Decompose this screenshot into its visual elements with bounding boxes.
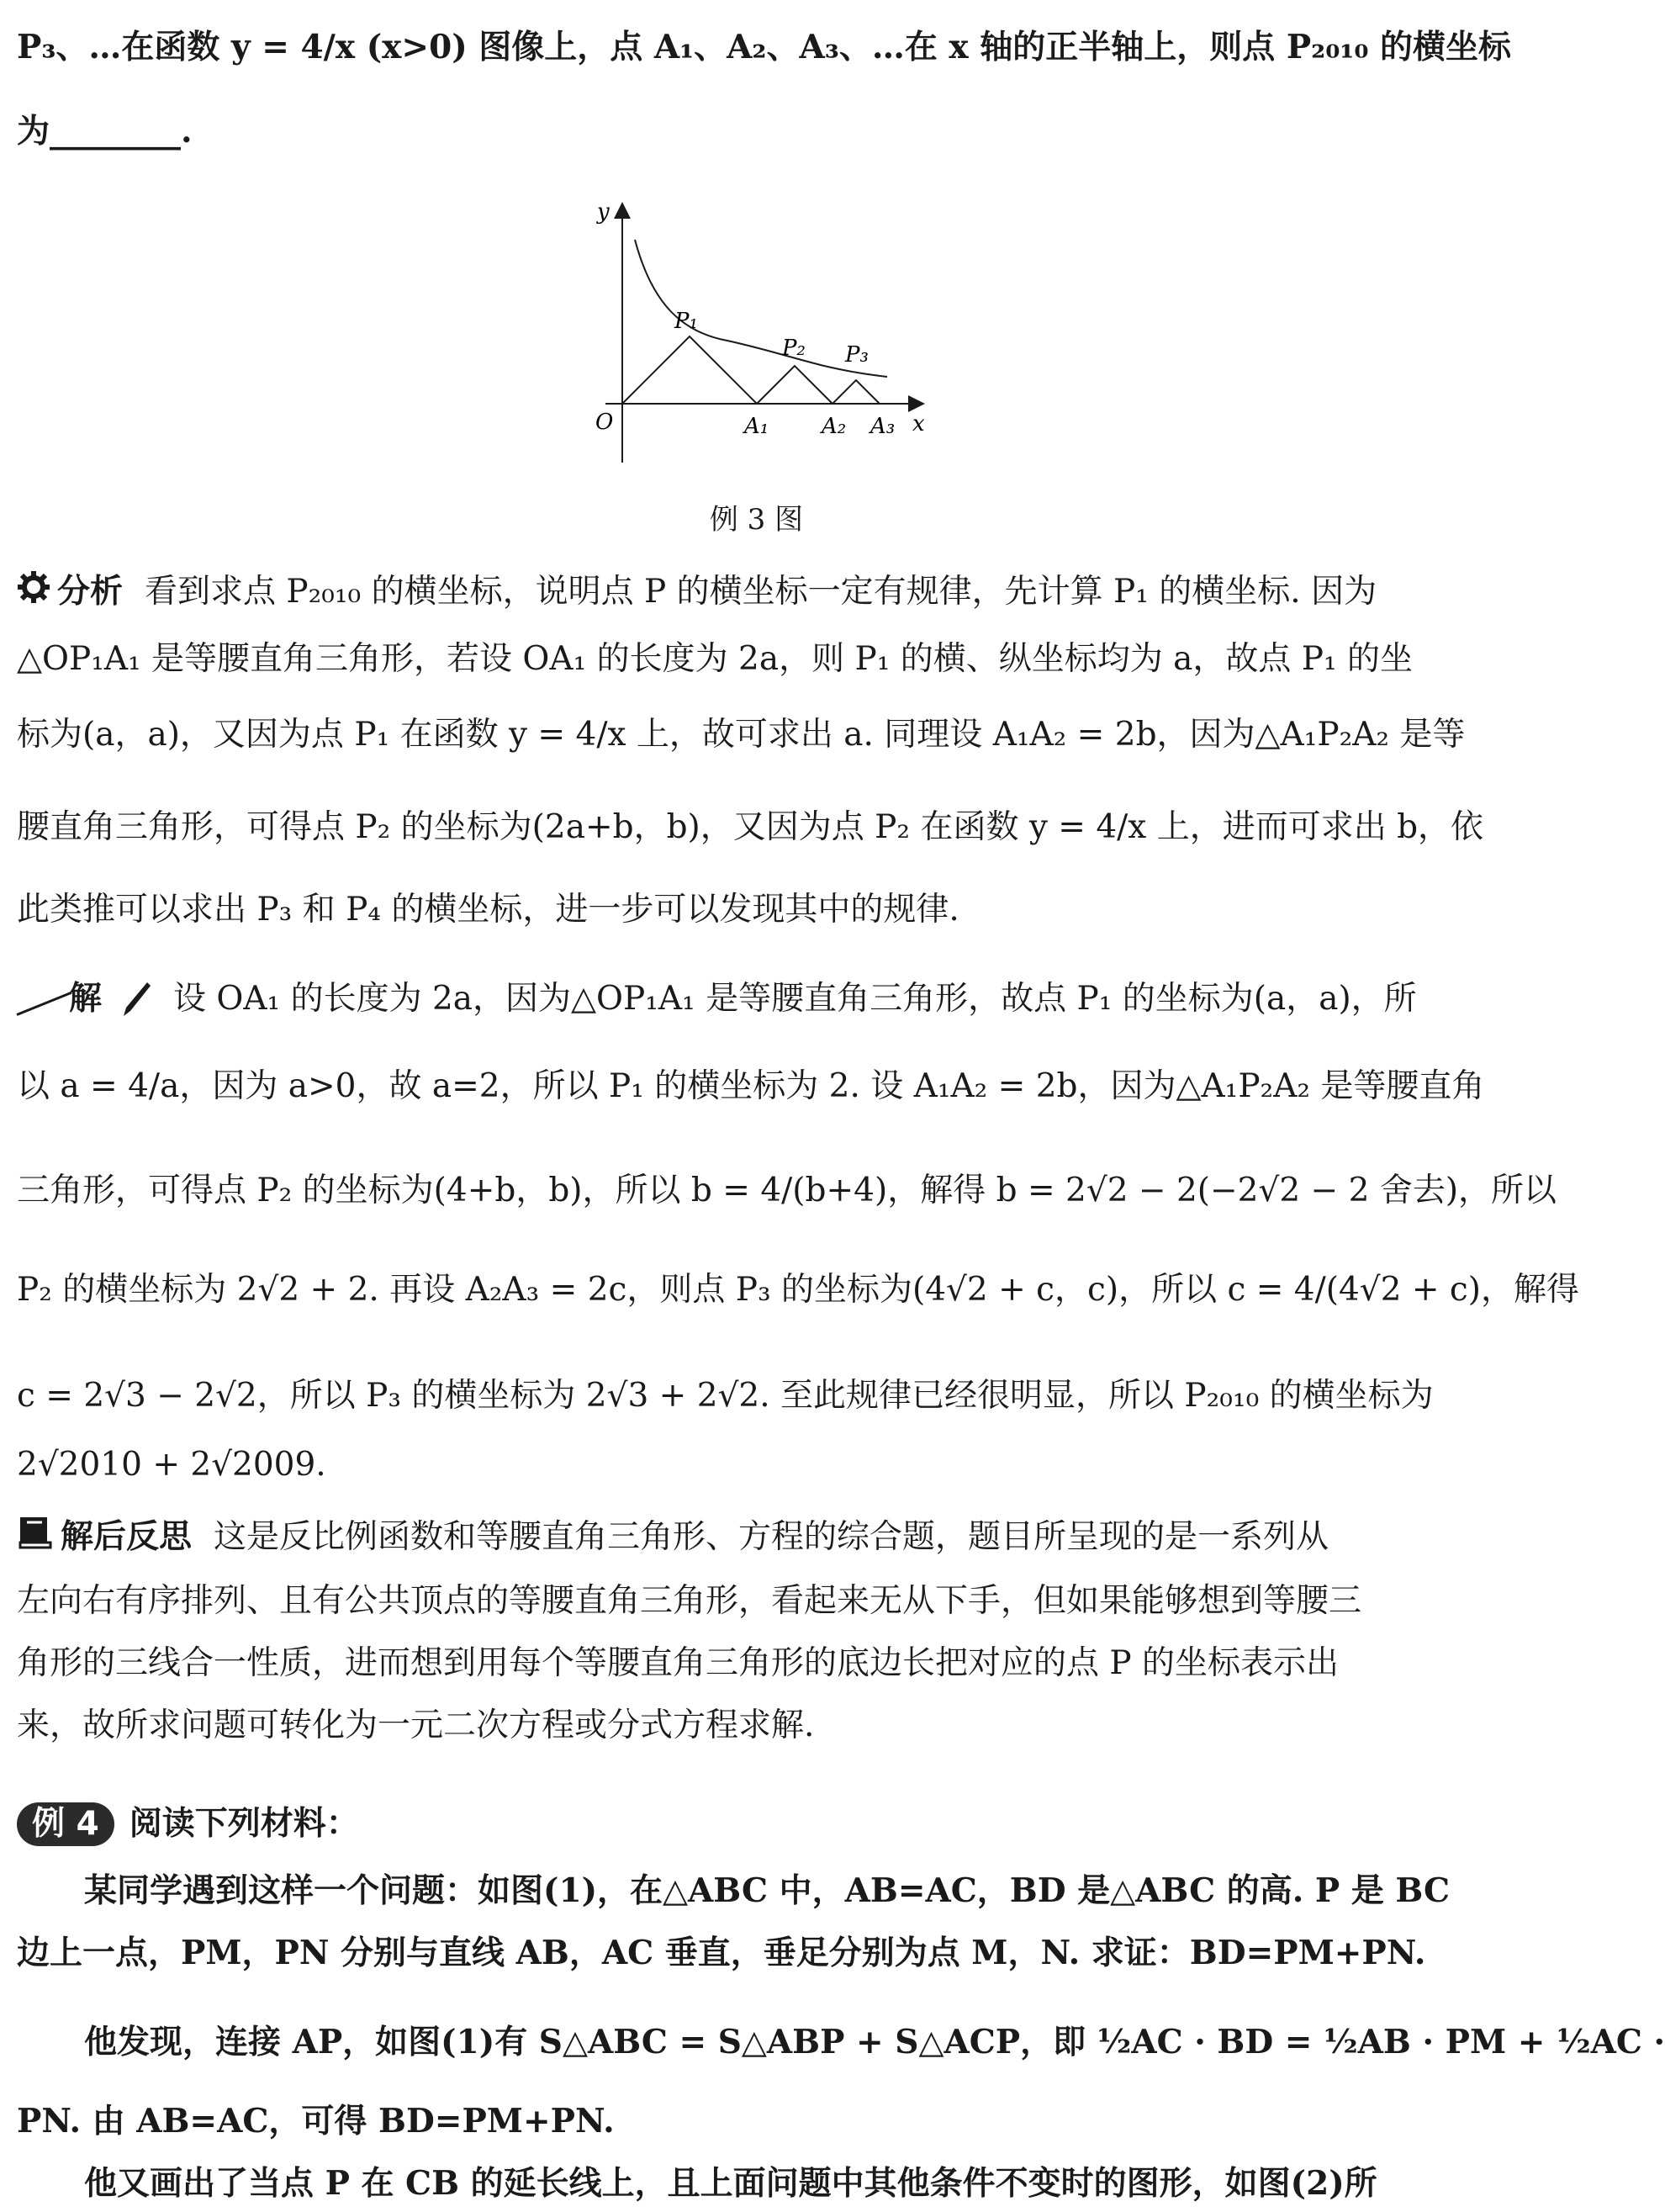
reflection-line-4: 来，故所求问题可转化为一元二次方程或分式方程求解. [17, 1707, 815, 1744]
solution-tag-label: 解 [69, 980, 103, 1018]
solution-tag [17, 976, 151, 1023]
solution-line-5: c = 2√3 − 2√2，所以 P₃ 的横坐标为 2√3 + 2√2. 至此规律已经很明显，所以 P₂₀₁₀ 的横坐标为 [17, 1377, 1434, 1415]
solution-line-3: 三角形，可得点 P₂ 的坐标为(4+b，b)，所以 b = 4/(b+4)，解得 b = 2√2 − 2(−2√2 − 2 舍去)，所以 [17, 1172, 1557, 1209]
example-4-line-4: PN. 由 AB=AC，可得 BD=PM+PN. [17, 2102, 615, 2141]
label-x: x [912, 411, 925, 437]
analysis-line-1 [17, 569, 1497, 617]
reflection-line-2: 左向右有序排列、且有公共顶点的等腰直角三角形，看起来无从下手，但如果能够想到等腰三 [17, 1582, 1362, 1620]
example-4-line-1: 某同学遇到这样一个问题：如图(1)，在△ABC 中，AB=AC，BD 是△ABC 的高. P 是 BC [84, 1871, 1451, 1910]
figure-caption: 例 3 图 [709, 503, 804, 537]
example-4-line-5: 他又画出了当点 P 在 CB 的延长线上，且上面问题中其他条件不变时的图形，如图(2)所 [84, 2164, 1377, 2203]
example-4-header [17, 1800, 1497, 1847]
example-4-badge: 例 4 [17, 1802, 114, 1846]
reflection-text-1: 这是反比例函数和等腰直角三角形、方程的综合题，题目所呈现的是一系列从 [214, 1518, 1329, 1556]
label-a3: A₃ [870, 414, 896, 439]
label-p3: P₃ [845, 342, 869, 368]
label-a1: A₁ [744, 414, 769, 439]
label-o: O [595, 410, 614, 435]
book-icon [17, 1514, 54, 1564]
solution-line-4: P₂ 的横坐标为 2√2 + 2. 再设 A₂A₃ = 2c，则点 P₃ 的坐标为(4√2 + c，c)，所以 c = 4/(4√2 + c)，解得 [17, 1271, 1579, 1309]
triangle-a1p2a2 [757, 366, 832, 404]
question-line-2: 为________. [17, 112, 193, 151]
example-4-title: 阅读下列材料： [129, 1804, 359, 1843]
example-4-line-2: 边上一点，PM，PN 分别与直线 AB，AC 垂直，垂足分别为点 M，N. 求证：BD=PM+PN. [17, 1934, 1426, 1972]
reflection-line-1 [17, 1514, 1497, 1564]
example-3-figure [572, 193, 942, 479]
reflection-tag: 解后反思 [61, 1518, 193, 1556]
label-p1: P₁ [674, 309, 698, 334]
label-y: y [597, 199, 610, 225]
pen-icon [122, 981, 152, 1031]
label-p2: P₂ [782, 336, 806, 361]
triangle-op1a1 [622, 336, 757, 404]
gear-icon [17, 570, 50, 617]
reflection-line-3: 角形的三线合一性质，进而想到用每个等腰直角三角形的底边长把对应的点 P 的坐标表示出 [17, 1644, 1340, 1682]
analysis-tag: 分析 [57, 573, 124, 611]
analysis-line-5: 此类推可以求出 P₃ 和 P₄ 的横坐标，进一步可以发现其中的规律. [17, 891, 959, 929]
example-4-line-3: 他发现，连接 AP，如图(1)有 S△ABC = S△ABP + S△ACP，即 ½AC · BD = ½AB · PM + ½AC · [84, 2023, 1665, 2061]
question-line-1: P₃、…在函数 y = 4/x (x>0) 图像上，点 A₁、A₂、A₃、…在 x 轴的正半轴上，则点 P₂₀₁₀ 的横坐标 [17, 28, 1512, 66]
solution-line-2: 以 a = 4/a，因为 a>0，故 a=2，所以 P₁ 的横坐标为 2. 设 A₁A₂ = 2b，因为△A₁P₂A₂ 是等腰直角 [17, 1067, 1485, 1105]
solution-text-1: 设 OA₁ 的长度为 2a，因为△OP₁A₁ 是等腰直角三角形，故点 P₁ 的坐标为(a，a)，所 [173, 980, 1417, 1018]
label-a2: A₂ [822, 414, 847, 439]
triangle-a2p3a3 [832, 380, 880, 404]
analysis-line-4: 腰直角三角形，可得点 P₂ 的坐标为(2a+b，b)，又因为点 P₂ 在函数 y = 4/x 上，进而可求出 b，依 [17, 808, 1484, 846]
analysis-text-1: 看到求点 P₂₀₁₀ 的横坐标，说明点 P 的横坐标一定有规律，先计算 P₁ 的横坐标. 因为 [145, 573, 1377, 611]
analysis-line-3: 标为(a，a)，又因为点 P₁ 在函数 y = 4/x 上，故可求出 a. 同理设 A₁A₂ = 2b，因为△A₁P₂A₂ 是等 [17, 716, 1466, 754]
solution-line-6: 2√2010 + 2√2009. [17, 1446, 326, 1484]
solution-line-1 [17, 976, 1497, 1023]
analysis-line-2: △OP₁A₁ 是等腰直角三角形，若设 OA₁ 的长度为 2a，则 P₁ 的横、纵坐标均为 a，故点 P₁ 的坐 [17, 640, 1414, 678]
